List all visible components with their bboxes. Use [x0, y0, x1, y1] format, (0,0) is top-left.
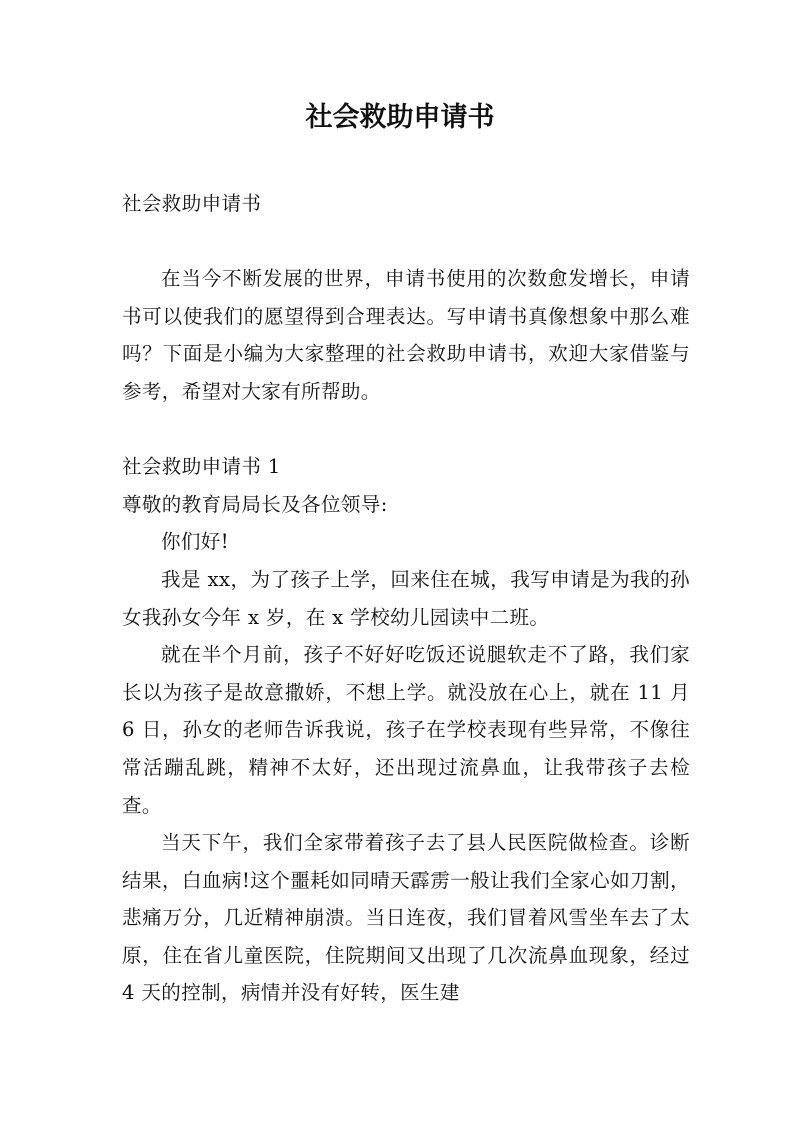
body-paragraph: 当天下午，我们全家带着孩子去了县人民医院做检查。诊断结果，白血病!这个噩耗如同晴天霹雳一般让我们全家心如刀割，悲痛万分，几近精神崩溃。当日连夜，我们冒着风雪坐车去了太原，住在省儿童医院，住院期间又出现了几次流鼻血现象，经过 4 天的控制，病情并没有好转，医生建: [122, 831, 690, 1005]
body-paragraph: 就在半个月前，孩子不好好吃饭还说腿软走不了路，我们家长以为孩子是故意撒娇，不想上学。就没放在心上，就在 11 月 6 日，孙女的老师告诉我说，孩子在学校表现有些异常，不像往常活蹦乱跳，精神不太好，还出现过流鼻血，让我带孩子去检查。: [122, 643, 690, 817]
salutation: 尊敬的教育局局长及各位领导:: [122, 492, 388, 516]
body-paragraph: 我是 xx，为了孩子上学，回来住在城，我写申请是为我的孙女我孙女今年 x 岁，在 x 学校幼儿园读中二班。: [122, 567, 690, 629]
intro-paragraph: 在当今不断发展的世界，申请书使用的次数愈发增长，申请书可以使我们的愿望得到合理表达。写申请书真像想象中那么难吗？下面是小编为大家整理的社会救助申请书，欢迎大家借鉴与参考，希望对大家有所帮助。: [122, 267, 690, 403]
spacer: [122, 411, 690, 449]
document-subtitle: 社会救助申请书: [122, 192, 262, 215]
document-body: [122, 185, 690, 1012]
document-title: 社会救助申请书: [305, 102, 495, 133]
greeting: 你们好!: [161, 530, 229, 554]
spacer: [122, 223, 690, 261]
section-heading: 社会救助申请书 1: [122, 455, 281, 479]
